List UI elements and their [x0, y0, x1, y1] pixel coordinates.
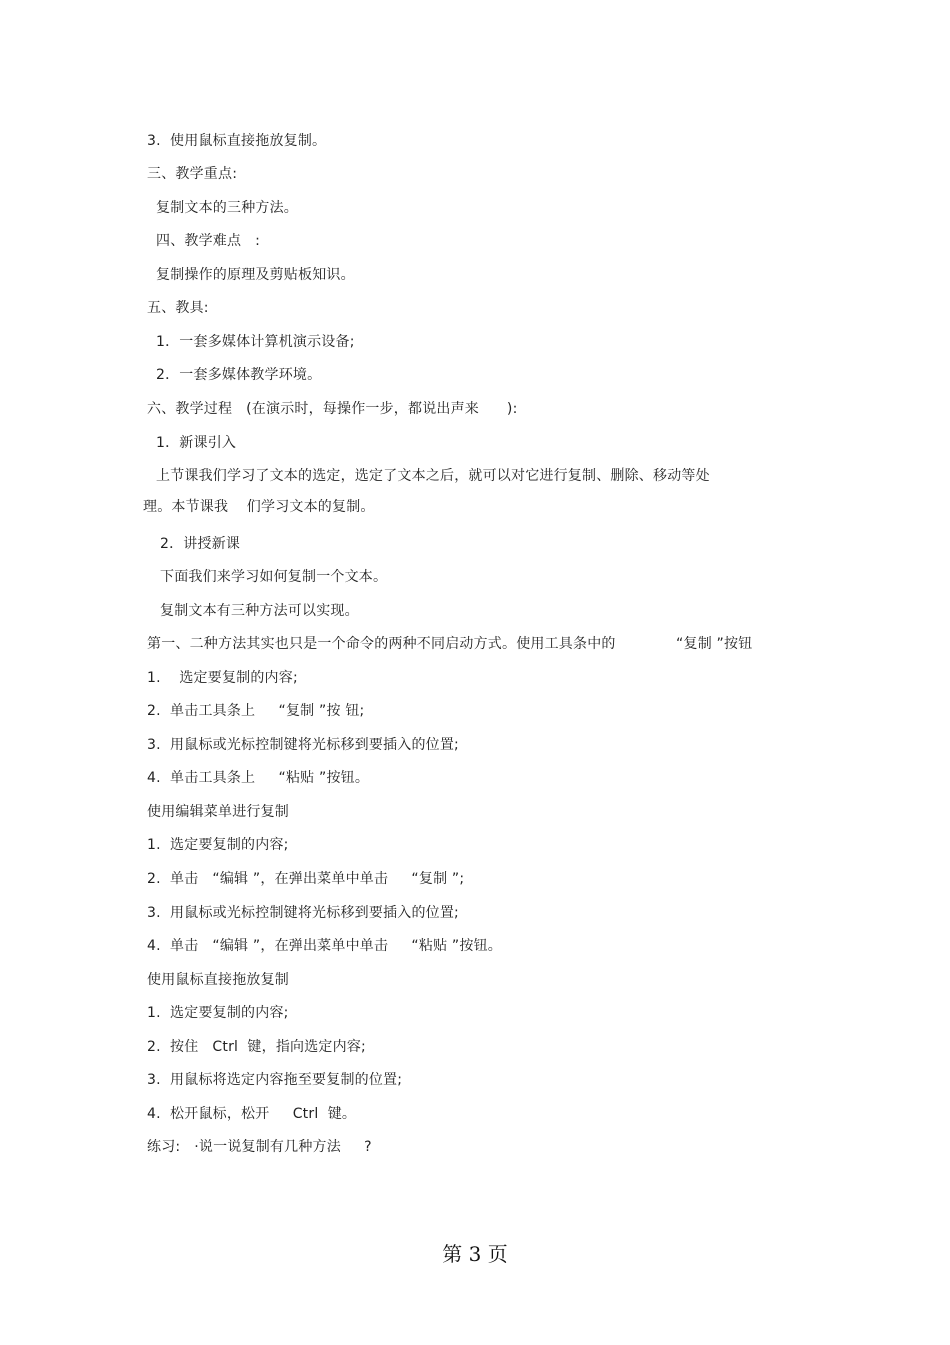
section-heading: 五、教具: — [147, 300, 209, 316]
section-heading: 六、教学过程 (在演示时，每操作一步，都说出声来 ): — [147, 401, 518, 417]
section-heading: 三、教学重点: — [147, 166, 238, 182]
text-line: 3. 使用鼠标直接拖放复制。 — [147, 133, 327, 149]
list-item: 3. 用鼠标将选定内容拖至要复制的位置; — [147, 1072, 403, 1088]
list-item: 2. 单击工具条上 “复制 ”按 钮; — [147, 703, 365, 719]
list-item: 1. 选定要复制的内容; — [147, 837, 289, 853]
exercise-line: 练习: ·说一说复制有几种方法 ? — [147, 1139, 372, 1155]
list-item: 3. 用鼠标或光标控制键将光标移到要插入的位置; — [147, 737, 459, 753]
list-item: 4. 单击 “编辑 ”，在弹出菜单中单击 “粘贴 ”按钮。 — [147, 938, 502, 954]
paragraph-line: 第一、二种方法其实也只是一个命令的两种不同启动方式。使用工具条中的 “复制 ”按钮 — [147, 636, 753, 652]
subsection-heading: 使用编辑菜单进行复制 — [147, 804, 289, 820]
paragraph-line: 复制文本有三种方法可以实现。 — [160, 603, 359, 619]
list-item: 1. 选定要复制的内容; — [147, 1005, 289, 1021]
list-item: 2．一套多媒体教学环境。 — [156, 367, 322, 383]
list-item: 4. 单击工具条上 “粘贴 ”按钮。 — [147, 770, 370, 786]
text-line: 复制操作的原理及剪贴板知识。 — [156, 267, 355, 283]
paragraph-line: 上节课我们学习了文本的选定，选定了文本之后，就可以对它进行复制、删除、移动等处 — [156, 468, 710, 484]
list-item: 4. 松开鼠标，松开 Ctrl 键。 — [147, 1106, 357, 1122]
paragraph-line: 下面我们来学习如何复制一个文本。 — [160, 569, 388, 585]
list-item: 1. 选定要复制的内容; — [147, 670, 298, 686]
text-line: 复制文本的三种方法。 — [156, 200, 298, 216]
page-number: 第 3 页 — [442, 1242, 508, 1266]
list-item: 2. 按住 Ctrl 键，指向选定内容; — [147, 1039, 366, 1055]
list-item: 1．一套多媒体计算机演示设备; — [156, 334, 355, 350]
subsection-heading: 使用鼠标直接拖放复制 — [147, 972, 289, 988]
list-item: 3. 用鼠标或光标控制键将光标移到要插入的位置; — [147, 905, 459, 921]
list-item: 2. 单击 “编辑 ”，在弹出菜单中单击 “复制 ”; — [147, 871, 465, 887]
list-item: 1．新课引入 — [156, 435, 237, 451]
section-heading: 四、教学难点 : — [156, 233, 261, 249]
list-item: 2．讲授新课 — [160, 536, 241, 552]
paragraph-line: 理。本节课我 们学习文本的复制。 — [143, 499, 375, 515]
